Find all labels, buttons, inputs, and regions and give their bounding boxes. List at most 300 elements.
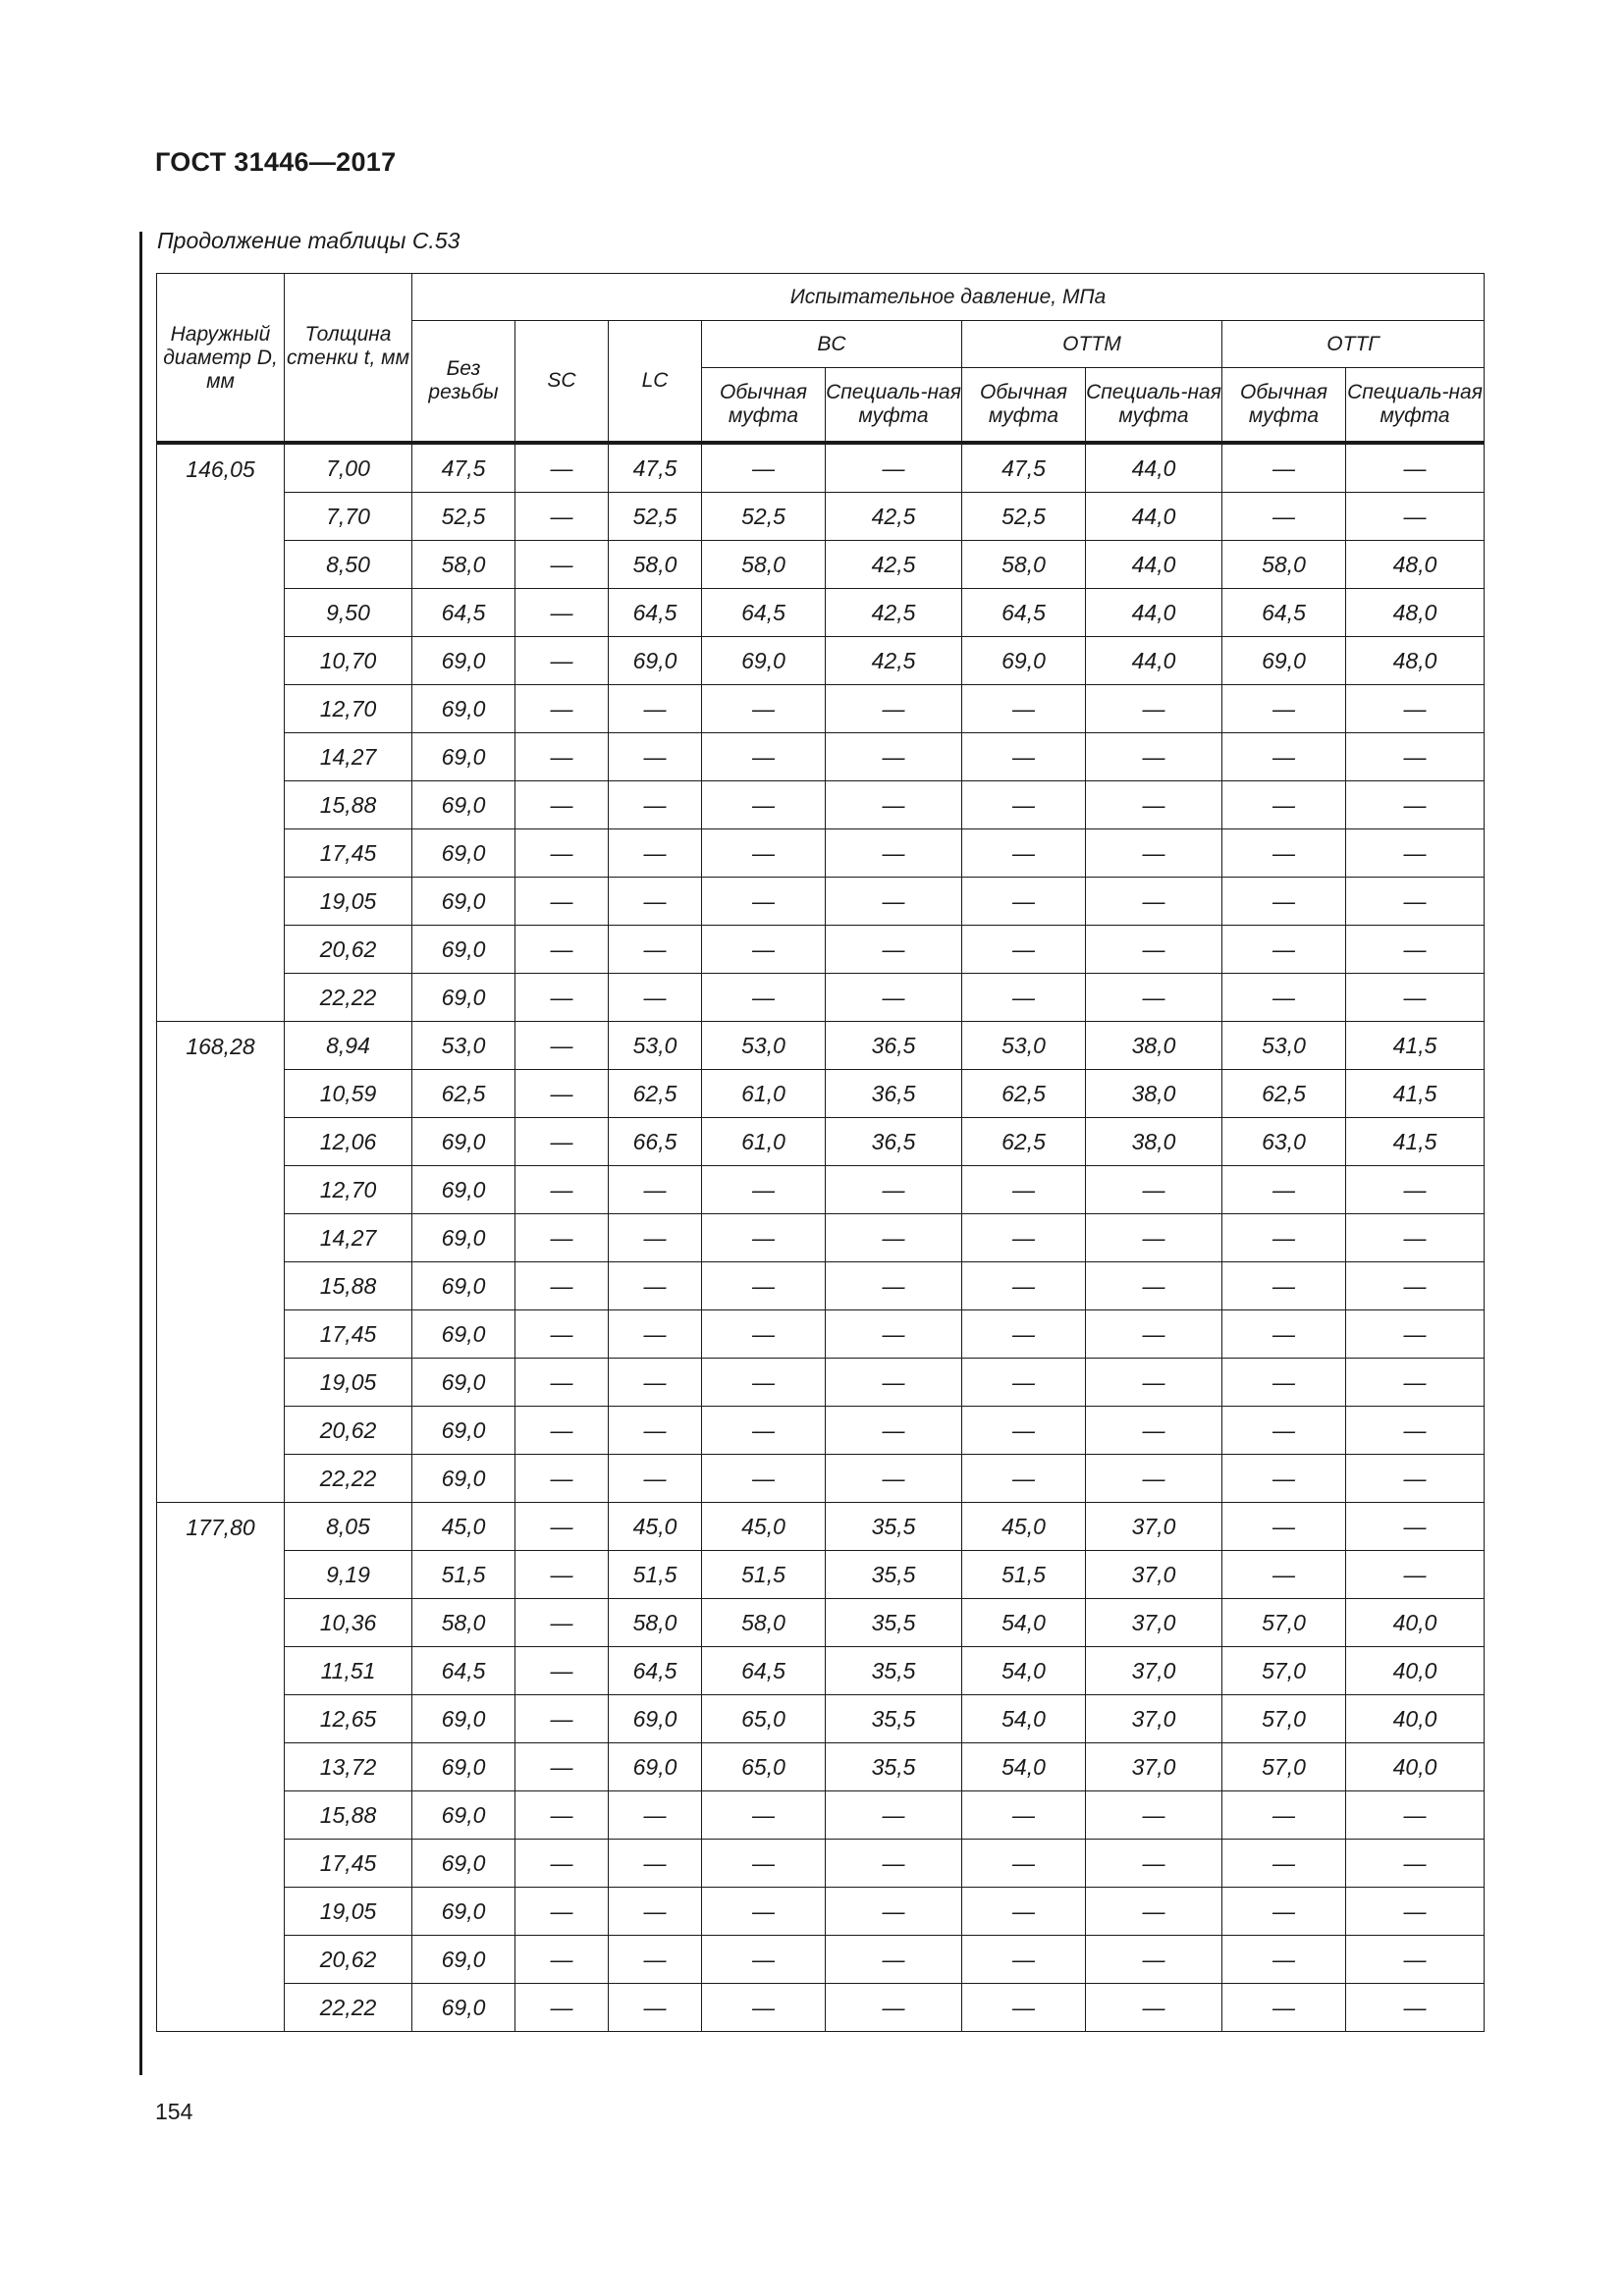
pressure-cell: 51,5	[702, 1551, 826, 1599]
pressure-cell: 62,5	[1222, 1070, 1346, 1118]
pressure-cell: —	[1222, 1503, 1346, 1551]
pressure-cell: 64,5	[412, 589, 515, 637]
pressure-cell: 69,0	[412, 1118, 515, 1166]
table-row	[157, 1503, 1485, 1551]
pressure-cell: —	[962, 926, 1086, 974]
pressure-cell: —	[1222, 878, 1346, 926]
pressure-cell: —	[609, 1359, 702, 1407]
pressure-cell: —	[515, 1262, 609, 1310]
pressure-cell: —	[1346, 1984, 1485, 2032]
thickness-cell: 15,88	[285, 1791, 412, 1840]
table-row	[157, 685, 1485, 733]
thickness-cell: 12,70	[285, 685, 412, 733]
pressure-cell: 54,0	[962, 1599, 1086, 1647]
pressure-cell: —	[1222, 1407, 1346, 1455]
pressure-cell: —	[515, 1359, 609, 1407]
pressure-cell: —	[962, 1840, 1086, 1888]
pressure-cell: —	[609, 974, 702, 1022]
pressure-cell: —	[826, 781, 962, 829]
pressure-cell: 61,0	[702, 1070, 826, 1118]
pressure-cell: 40,0	[1346, 1695, 1485, 1743]
pressure-cell: 42,5	[826, 637, 962, 685]
pressure-cell: 47,5	[609, 443, 702, 493]
pressure-cell: 41,5	[1346, 1118, 1485, 1166]
pressure-cell: —	[1346, 1791, 1485, 1840]
pressure-cell: —	[826, 1936, 962, 1984]
pressure-cell: —	[702, 781, 826, 829]
pressure-cell: —	[962, 1359, 1086, 1407]
pressure-cell: 69,0	[412, 637, 515, 685]
pressure-cell: 64,5	[1222, 589, 1346, 637]
pressure-cell: —	[515, 1743, 609, 1791]
header-ottg-normal: Обычная муфта	[1222, 368, 1346, 444]
pressure-cell: —	[962, 1455, 1086, 1503]
pressure-cell: —	[702, 878, 826, 926]
pressure-cell: —	[702, 1214, 826, 1262]
pressure-cell: —	[702, 1166, 826, 1214]
pressure-cell: 40,0	[1346, 1743, 1485, 1791]
pressure-cell: 45,0	[702, 1503, 826, 1551]
thickness-cell: 20,62	[285, 1407, 412, 1455]
pressure-cell: 41,5	[1346, 1070, 1485, 1118]
pressure-cell: 69,0	[412, 1743, 515, 1791]
table-row	[157, 733, 1485, 781]
pressure-cell: 69,0	[412, 926, 515, 974]
pressure-cell: —	[702, 685, 826, 733]
pressure-cell: 65,0	[702, 1695, 826, 1743]
pressure-cell: —	[515, 1166, 609, 1214]
pressure-cell: —	[515, 443, 609, 493]
table-row	[157, 781, 1485, 829]
pressure-cell: 61,0	[702, 1118, 826, 1166]
pressure-cell: 58,0	[962, 541, 1086, 589]
table-row	[157, 1214, 1485, 1262]
table-row	[157, 1791, 1485, 1840]
pressure-cell: —	[826, 974, 962, 1022]
table-row	[157, 1262, 1485, 1310]
pressure-cell: —	[1086, 1840, 1222, 1888]
thickness-cell: 8,94	[285, 1022, 412, 1070]
pressure-cell: —	[1222, 1262, 1346, 1310]
pressure-cell: —	[515, 1840, 609, 1888]
pressure-cell: —	[609, 829, 702, 878]
header-bc: BC	[702, 321, 962, 368]
pressure-cell: —	[962, 781, 1086, 829]
pressure-cell: —	[1086, 926, 1222, 974]
thickness-cell: 11,51	[285, 1647, 412, 1695]
pressure-cell: —	[962, 685, 1086, 733]
pressure-cell: 38,0	[1086, 1118, 1222, 1166]
pressure-cell: —	[1346, 733, 1485, 781]
pressure-cell: 66,5	[609, 1118, 702, 1166]
pressure-cell: —	[702, 974, 826, 1022]
pressure-cell: 44,0	[1086, 637, 1222, 685]
pressure-cell: 51,5	[609, 1551, 702, 1599]
pressure-cell: —	[1222, 1166, 1346, 1214]
pressure-cell: 69,0	[412, 1455, 515, 1503]
thickness-cell: 20,62	[285, 926, 412, 974]
thickness-cell: 17,45	[285, 1840, 412, 1888]
pressure-cell: —	[962, 1936, 1086, 1984]
table-row	[157, 493, 1485, 541]
pressure-cell: 69,0	[609, 1695, 702, 1743]
diameter-cell: 168,28	[157, 1022, 285, 1503]
pressure-cell: 69,0	[412, 1888, 515, 1936]
pressure-cell: —	[962, 1310, 1086, 1359]
pressure-cell: —	[1346, 878, 1485, 926]
pressure-cell: 51,5	[962, 1551, 1086, 1599]
pressure-cell: 64,5	[702, 1647, 826, 1695]
thickness-cell: 10,59	[285, 1070, 412, 1118]
pressure-cell: —	[702, 733, 826, 781]
table-row	[157, 1984, 1485, 2032]
table-row	[157, 1695, 1485, 1743]
pressure-cell: —	[1222, 1455, 1346, 1503]
thickness-cell: 12,65	[285, 1695, 412, 1743]
pressure-cell: 54,0	[962, 1695, 1086, 1743]
pressure-cell: 57,0	[1222, 1743, 1346, 1791]
pressure-cell: —	[515, 1936, 609, 1984]
pressure-cell: —	[1346, 443, 1485, 493]
pressure-cell: —	[1222, 829, 1346, 878]
pressure-cell: 52,5	[962, 493, 1086, 541]
pressure-cell: 69,0	[412, 1166, 515, 1214]
pressure-cell: 64,5	[609, 589, 702, 637]
pressure-cell: —	[609, 1214, 702, 1262]
pressure-cell: 69,0	[412, 1407, 515, 1455]
pressure-cell: 37,0	[1086, 1503, 1222, 1551]
pressure-cell: 62,5	[412, 1070, 515, 1118]
pressure-cell: —	[609, 878, 702, 926]
header-bc-normal: Обычная муфта	[702, 368, 826, 444]
thickness-cell: 10,70	[285, 637, 412, 685]
table-row	[157, 1888, 1485, 1936]
pressure-cell: 44,0	[1086, 589, 1222, 637]
table-row	[157, 1022, 1485, 1070]
pressure-cell: —	[609, 1166, 702, 1214]
pressure-cell: 53,0	[962, 1022, 1086, 1070]
pressure-cell: —	[1222, 1310, 1346, 1359]
pressure-cell: —	[515, 637, 609, 685]
pressure-cell: —	[1086, 974, 1222, 1022]
pressure-cell: —	[962, 733, 1086, 781]
pressure-cell: —	[609, 1407, 702, 1455]
thickness-cell: 10,36	[285, 1599, 412, 1647]
pressure-cell: 38,0	[1086, 1022, 1222, 1070]
pressure-cell: —	[515, 1984, 609, 2032]
pressure-cell: —	[515, 1551, 609, 1599]
pressure-cell: 69,0	[412, 1310, 515, 1359]
pressure-cell: —	[826, 1888, 962, 1936]
pressure-cell: —	[515, 974, 609, 1022]
thickness-cell: 20,62	[285, 1936, 412, 1984]
pressure-cell: —	[515, 1070, 609, 1118]
pressure-cell: —	[1346, 1262, 1485, 1310]
pressure-cell: —	[962, 829, 1086, 878]
pressure-cell: —	[515, 733, 609, 781]
pressure-cell: —	[1346, 1840, 1485, 1888]
pressure-cell: —	[515, 1647, 609, 1695]
pressure-cell: —	[826, 926, 962, 974]
pressure-cell: —	[1222, 1840, 1346, 1888]
pressure-cell: —	[1222, 781, 1346, 829]
pressure-cell: —	[1086, 1310, 1222, 1359]
table-row	[157, 1070, 1485, 1118]
table-row	[157, 589, 1485, 637]
pressure-cell: —	[826, 1455, 962, 1503]
pressure-cell: 69,0	[412, 1984, 515, 2032]
header-ottm: ОТТМ	[962, 321, 1222, 368]
pressure-cell: —	[609, 1310, 702, 1359]
pressure-cell: 69,0	[412, 1791, 515, 1840]
pressure-cell: —	[826, 1407, 962, 1455]
pressure-cell: —	[1346, 1551, 1485, 1599]
pressure-cell: —	[1086, 878, 1222, 926]
table-row	[157, 1166, 1485, 1214]
pressure-cell: 69,0	[412, 1936, 515, 1984]
pressure-cell: —	[826, 1791, 962, 1840]
header-no-thread: Без резьбы	[412, 321, 515, 444]
thickness-cell: 17,45	[285, 829, 412, 878]
pressure-cell: —	[609, 781, 702, 829]
pressure-cell: —	[962, 1262, 1086, 1310]
header-sc: SC	[515, 321, 609, 444]
pressure-cell: 53,0	[702, 1022, 826, 1070]
pressure-cell: 36,5	[826, 1022, 962, 1070]
table-body	[157, 443, 1485, 2032]
table-row	[157, 443, 1485, 493]
table-row	[157, 974, 1485, 1022]
table-row	[157, 1743, 1485, 1791]
pressure-cell: —	[1086, 685, 1222, 733]
pressure-cell: —	[1346, 926, 1485, 974]
pressure-cell: —	[609, 1888, 702, 1936]
pressure-cell: —	[1346, 1407, 1485, 1455]
thickness-cell: 7,70	[285, 493, 412, 541]
pressure-cell: —	[609, 733, 702, 781]
header-ottg-special: Специаль-ная муфта	[1346, 368, 1485, 444]
header-diameter: Наружный диаметр D, мм	[157, 274, 285, 444]
table-row	[157, 1599, 1485, 1647]
thickness-cell: 15,88	[285, 1262, 412, 1310]
pressure-cell: 47,5	[412, 443, 515, 493]
pressure-cell: 62,5	[962, 1070, 1086, 1118]
pressure-cell: 45,0	[609, 1503, 702, 1551]
pressure-cell: 52,5	[609, 493, 702, 541]
thickness-cell: 22,22	[285, 1984, 412, 2032]
table-row	[157, 1407, 1485, 1455]
pressure-cell: —	[1222, 1359, 1346, 1407]
pressure-cell: 58,0	[412, 1599, 515, 1647]
pressure-cell: 69,0	[412, 1262, 515, 1310]
pressure-cell: —	[826, 1262, 962, 1310]
pressure-cell: —	[515, 541, 609, 589]
pressure-cell: —	[826, 1840, 962, 1888]
pressure-cell: 48,0	[1346, 541, 1485, 589]
pressure-cell: —	[702, 1888, 826, 1936]
page-number: 154	[155, 2099, 193, 2124]
pressure-cell: 44,0	[1086, 443, 1222, 493]
pressure-cell: —	[962, 1214, 1086, 1262]
pressure-cell: 45,0	[412, 1503, 515, 1551]
pressure-cell: —	[515, 589, 609, 637]
pressure-cell: —	[962, 1791, 1086, 1840]
pressure-cell: —	[1222, 974, 1346, 1022]
table-row	[157, 1551, 1485, 1599]
pressure-cell: —	[609, 1791, 702, 1840]
pressure-cell: —	[1086, 1359, 1222, 1407]
pressure-cell: 57,0	[1222, 1599, 1346, 1647]
pressure-cell: 58,0	[1222, 541, 1346, 589]
pressure-cell: —	[826, 878, 962, 926]
pressure-cell: 35,5	[826, 1695, 962, 1743]
thickness-cell: 8,05	[285, 1503, 412, 1551]
pressure-cell: —	[1346, 1936, 1485, 1984]
pressure-cell: 62,5	[609, 1070, 702, 1118]
pressure-cell: —	[1222, 1984, 1346, 2032]
document-title: ГОСТ 31446—2017	[155, 147, 397, 177]
pressure-cell: —	[702, 1262, 826, 1310]
pressure-cell: —	[515, 1888, 609, 1936]
thickness-cell: 15,88	[285, 781, 412, 829]
header-thickness: Толщина стенки t, мм	[285, 274, 412, 444]
pressure-cell: —	[609, 685, 702, 733]
pressure-cell: 45,0	[962, 1503, 1086, 1551]
table-row	[157, 1118, 1485, 1166]
pressure-cell: —	[515, 1791, 609, 1840]
pressure-cell: —	[515, 1503, 609, 1551]
pressure-cell: 54,0	[962, 1743, 1086, 1791]
pressure-cell: 57,0	[1222, 1695, 1346, 1743]
table-caption: Продолжение таблицы С.53	[157, 228, 460, 253]
pressure-cell: 37,0	[1086, 1743, 1222, 1791]
table-row	[157, 1840, 1485, 1888]
pressure-cell: 36,5	[826, 1118, 962, 1166]
pressure-cell: —	[962, 1888, 1086, 1936]
pressure-cell: 51,5	[412, 1551, 515, 1599]
pressure-cell: —	[962, 974, 1086, 1022]
pressure-cell: —	[702, 1791, 826, 1840]
thickness-cell: 12,70	[285, 1166, 412, 1214]
pressure-cell: —	[609, 1262, 702, 1310]
pressure-cell: 69,0	[412, 829, 515, 878]
pressure-cell: —	[515, 685, 609, 733]
table-row	[157, 1647, 1485, 1695]
pressure-cell: —	[515, 878, 609, 926]
pressure-cell: —	[1346, 1888, 1485, 1936]
pressure-cell: 58,0	[412, 541, 515, 589]
thickness-cell: 7,00	[285, 443, 412, 493]
pressure-cell: —	[1086, 1166, 1222, 1214]
pressure-cell: 69,0	[412, 1214, 515, 1262]
pressure-cell: —	[515, 829, 609, 878]
pressure-cell: 69,0	[412, 878, 515, 926]
pressure-cell: 69,0	[412, 1359, 515, 1407]
pressure-cell: 41,5	[1346, 1022, 1485, 1070]
pressure-cell: —	[609, 926, 702, 974]
pressure-cell: —	[609, 1936, 702, 1984]
pressure-cell: —	[515, 1310, 609, 1359]
pressure-cell: —	[702, 1310, 826, 1359]
pressure-cell: 65,0	[702, 1743, 826, 1791]
pressure-cell: 69,0	[962, 637, 1086, 685]
pressure-cell: —	[1346, 974, 1485, 1022]
pressure-cell: 58,0	[609, 1599, 702, 1647]
table-row	[157, 541, 1485, 589]
pressure-cell: 69,0	[412, 1840, 515, 1888]
pressure-cell: —	[1086, 1407, 1222, 1455]
pressure-cell: 48,0	[1346, 637, 1485, 685]
pressure-cell: 69,0	[1222, 637, 1346, 685]
pressure-cell: —	[1222, 685, 1346, 733]
pressure-cell: 64,5	[962, 589, 1086, 637]
pressure-cell: 37,0	[1086, 1599, 1222, 1647]
header-bc-special: Специаль-ная муфта	[826, 368, 962, 444]
pressure-cell: 35,5	[826, 1551, 962, 1599]
pressure-cell: 42,5	[826, 541, 962, 589]
pressure-cell: —	[1086, 1455, 1222, 1503]
pressure-cell: —	[1346, 1166, 1485, 1214]
header-test-pressure: Испытательное давление, МПа	[412, 274, 1485, 321]
thickness-cell: 13,72	[285, 1743, 412, 1791]
thickness-cell: 12,06	[285, 1118, 412, 1166]
pressure-cell: 52,5	[412, 493, 515, 541]
pressure-cell: —	[826, 1359, 962, 1407]
pressure-cell: —	[1222, 926, 1346, 974]
pressure-cell: 57,0	[1222, 1647, 1346, 1695]
pressure-cell: 48,0	[1346, 589, 1485, 637]
pressure-cell: —	[1346, 1214, 1485, 1262]
pressure-cell: 42,5	[826, 589, 962, 637]
pressure-cell: —	[1346, 685, 1485, 733]
pressure-cell: —	[515, 1695, 609, 1743]
table-row	[157, 1455, 1485, 1503]
diameter-cell: 177,80	[157, 1503, 285, 2032]
pressure-cell: —	[702, 1455, 826, 1503]
pressure-cell: 37,0	[1086, 1695, 1222, 1743]
thickness-cell: 9,19	[285, 1551, 412, 1599]
pressure-cell: 40,0	[1346, 1599, 1485, 1647]
pressure-cell: —	[702, 1407, 826, 1455]
pressure-cell: —	[515, 1022, 609, 1070]
pressure-cell: —	[1222, 1791, 1346, 1840]
pressure-cell: 58,0	[702, 541, 826, 589]
pressure-cell: —	[826, 685, 962, 733]
thickness-cell: 8,50	[285, 541, 412, 589]
pressure-cell: —	[1086, 1936, 1222, 1984]
pressure-cell: 69,0	[412, 974, 515, 1022]
header-ottg: ОТТГ	[1222, 321, 1485, 368]
pressure-cell: —	[1222, 1214, 1346, 1262]
thickness-cell: 14,27	[285, 733, 412, 781]
pressure-cell: 40,0	[1346, 1647, 1485, 1695]
pressure-cell: —	[702, 1936, 826, 1984]
pressure-cell: —	[515, 1599, 609, 1647]
pressure-cell: 64,5	[412, 1647, 515, 1695]
thickness-cell: 17,45	[285, 1310, 412, 1359]
table-row	[157, 1359, 1485, 1407]
pressure-cell: —	[1086, 733, 1222, 781]
pressure-cell: 35,5	[826, 1599, 962, 1647]
pressure-cell: —	[1086, 1984, 1222, 2032]
pressure-cell: —	[962, 878, 1086, 926]
table-row	[157, 637, 1485, 685]
thickness-cell: 14,27	[285, 1214, 412, 1262]
pressure-cell: 63,0	[1222, 1118, 1346, 1166]
pressure-cell: —	[1086, 781, 1222, 829]
pressure-cell: 44,0	[1086, 493, 1222, 541]
thickness-cell: 19,05	[285, 1888, 412, 1936]
